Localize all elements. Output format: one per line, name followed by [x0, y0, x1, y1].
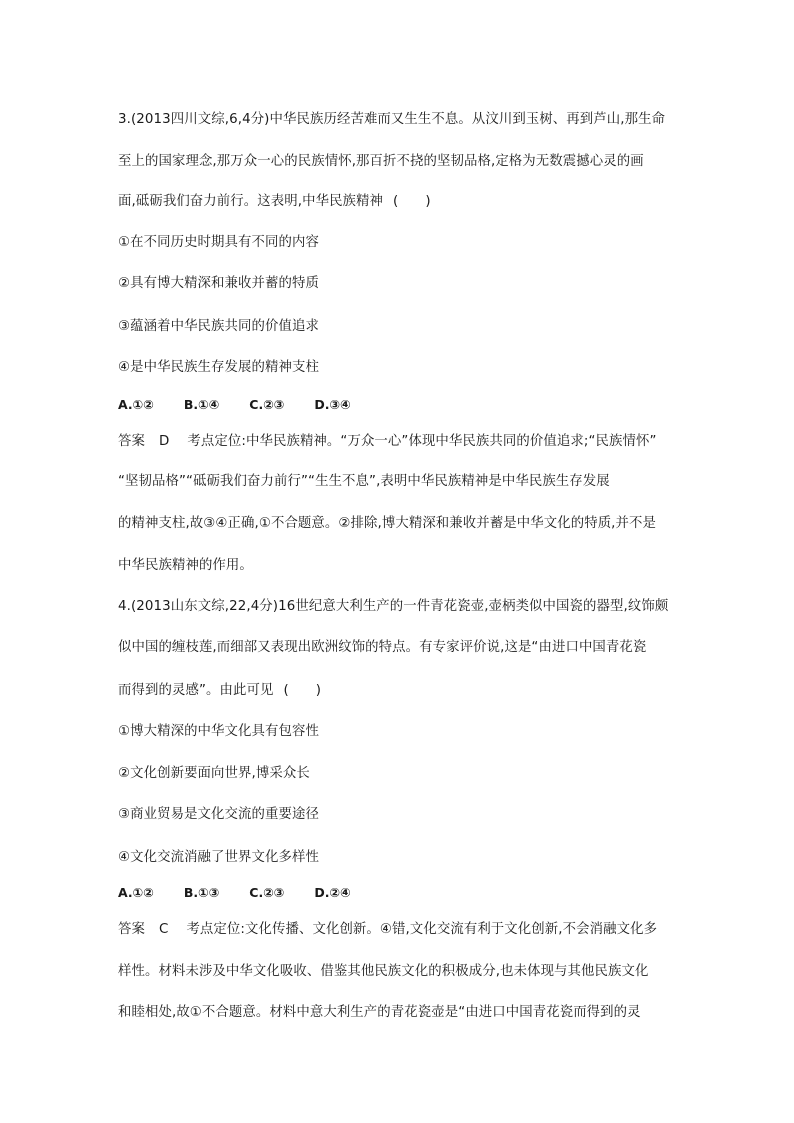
q4-item-1: ①博大精深的中华文化具有包容性: [118, 724, 319, 739]
q4-explanation-text-1: 考点定位:文化传播、文化创新。④错,文化交流有利于文化创新,不会消融文化多: [186, 922, 658, 937]
q4-answer-blank: ( ): [283, 683, 322, 698]
q3-explanation-line-3: 的精神支柱,故③④正确,①不合题意。②排除,博大精深和兼收并蓄是中华文化的特质,并不是: [118, 516, 657, 531]
q4-answer-label: 答案: [118, 922, 145, 937]
q3-item-2: ②具有博大精深和兼收并蓄的特质: [118, 276, 319, 291]
q4-stem-line-1: 4.(2013山东文综,22,4分)16世纪意大利生产的一件青花瓷壶,壶柄类似中国瓷的器型,纹饰颇: [118, 599, 669, 614]
q3-item-4: ④是中华民族生存发展的精神支柱: [118, 360, 319, 375]
q3-stem-line-2: 至上的国家理念,那万众一心的民族情怀,那百折不挠的坚韧品格,定格为无数震撼心灵的画: [118, 154, 644, 169]
q4-option-d: D.②④: [314, 885, 351, 900]
q4-option-a: A.①②: [118, 885, 154, 900]
q4-stem-line-3: [118, 681, 688, 701]
q4-options: [118, 883, 688, 903]
q3-option-c: C.②③: [249, 397, 285, 412]
q4-item-4: ④文化交流消融了世界文化多样性: [118, 850, 319, 865]
q3-options: [118, 395, 688, 415]
q3-option-a: A.①②: [118, 397, 154, 412]
q3-explanation-line-2: “坚韧品格”“砥砺我们奋力前行”“生生不息”,表明中华民族精神是中华民族生存发展: [118, 474, 610, 489]
q3-answer-label: 答案: [118, 434, 145, 449]
q4-explanation-line-2: 样性。材料未涉及中华文化吸收、借鉴其他民族文化的积极成分,也未体现与其他民族文化: [118, 964, 649, 979]
q3-stem-text: 面,砥砺我们奋力前行。这表明,中华民族精神: [118, 194, 384, 209]
q4-option-c: C.②③: [249, 885, 285, 900]
q4-stem-line-2: 似中国的缠枝莲,而细部又表现出欧洲纹饰的特点。有专家评价说,这是“由进口中国青花瓷: [118, 640, 647, 655]
q3-option-d: D.③④: [314, 397, 351, 412]
q3-answer-letter: D: [158, 434, 170, 449]
q3-stem-line-1: 3.(2013四川文综,6,4分)中华民族历经苦难而又生生不息。从汶川到玉树、再到芦山,那生命: [118, 112, 666, 127]
q3-answer-line-1: [118, 432, 688, 452]
q4-option-b: B.①③: [183, 885, 220, 900]
q4-answer-letter: C: [158, 922, 169, 937]
q4-stem-text: 而得到的灵感”。由此可见: [118, 683, 274, 698]
q3-item-3: ③蕴涵着中华民族共同的价值追求: [118, 319, 319, 334]
q4-answer-line-1: [118, 920, 688, 940]
q4-explanation-line-3: 和睦相处,故①不合题意。材料中意大利生产的青花瓷壶是“由进口中国青花瓷而得到的灵: [118, 1005, 641, 1020]
q4-item-2: ②文化创新要面向世界,博采众长: [118, 766, 310, 781]
q3-explanation-text-1: 考点定位:中华民族精神。“万众一心”体现中华民族共同的价值追求;“民族情怀”: [187, 434, 657, 449]
q3-item-1: ①在不同历史时期具有不同的内容: [118, 235, 319, 250]
q3-answer-blank: ( ): [393, 194, 431, 209]
q4-item-3: ③商业贸易是文化交流的重要途径: [118, 807, 319, 822]
q3-stem-line-3: [118, 192, 688, 212]
q3-option-b: B.①④: [183, 397, 220, 412]
q3-explanation-line-4: 中华民族精神的作用。: [118, 558, 253, 573]
